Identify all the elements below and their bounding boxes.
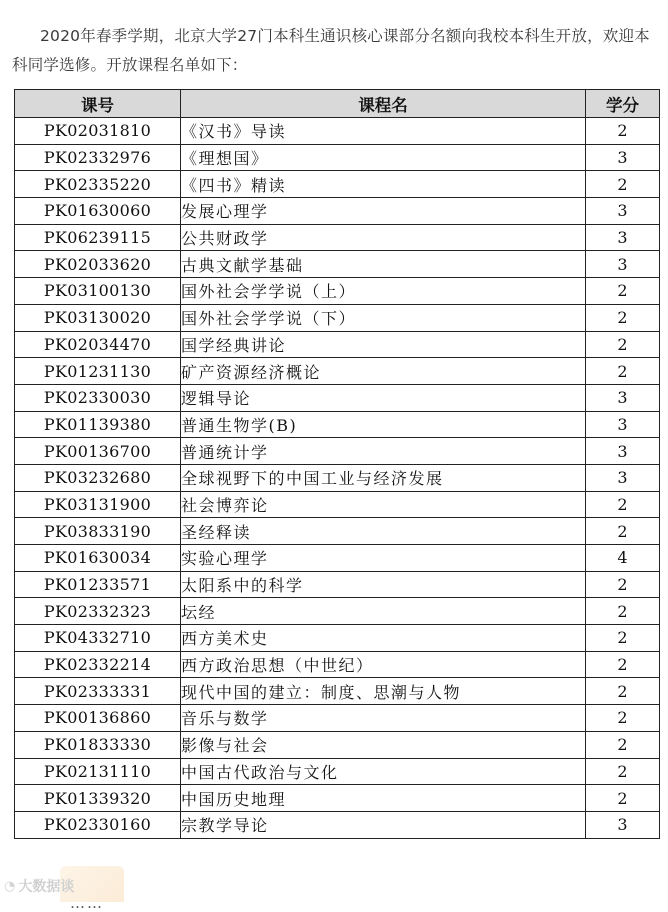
app-logo-icon: ◔ xyxy=(4,878,16,894)
header-course-name: 课程名 xyxy=(181,90,586,118)
course-code-cell: PK02131110 xyxy=(15,758,181,785)
table-row xyxy=(15,171,660,198)
table-header xyxy=(15,90,660,118)
watermark xyxy=(4,876,74,896)
credit-cell: 3 xyxy=(586,438,660,465)
course-name-cell: 国学经典讲论 xyxy=(181,331,586,358)
credit-cell: 3 xyxy=(586,251,660,278)
table-row xyxy=(15,438,660,465)
course-code-cell: PK02031810 xyxy=(15,118,181,145)
course-name-cell: 现代中国的建立：制度、思潮与人物 xyxy=(181,678,586,705)
course-name-cell: 影像与社会 xyxy=(181,731,586,758)
course-table xyxy=(14,89,660,839)
intro-paragraph: 2020年春季学期，北京大学27门本科生通识核心课部分名额向我校本科生开放，欢迎本科同学选修。开放课程名单如下： xyxy=(12,26,650,74)
table-row xyxy=(15,705,660,732)
credit-cell: 2 xyxy=(586,651,660,678)
credit-cell: 2 xyxy=(586,785,660,812)
table-row xyxy=(15,411,660,438)
course-name-cell: 《四书》精读 xyxy=(181,171,586,198)
credit-cell: 2 xyxy=(586,304,660,331)
course-code-cell: PK03130020 xyxy=(15,304,181,331)
course-code-cell: PK03131900 xyxy=(15,491,181,518)
header-credits: 学分 xyxy=(586,90,660,118)
course-name-cell: 音乐与数学 xyxy=(181,705,586,732)
course-code-cell: PK01339320 xyxy=(15,785,181,812)
table-row xyxy=(15,678,660,705)
course-code-cell: PK01139380 xyxy=(15,411,181,438)
course-name-cell: 《理想国》 xyxy=(181,144,586,171)
course-code-cell: PK02333331 xyxy=(15,678,181,705)
credit-cell: 3 xyxy=(586,384,660,411)
credit-cell: 2 xyxy=(586,358,660,385)
table-body xyxy=(15,118,660,839)
course-code-cell: PK02034470 xyxy=(15,331,181,358)
credit-cell: 3 xyxy=(586,411,660,438)
credit-cell: 3 xyxy=(586,464,660,491)
course-name-cell: 全球视野下的中国工业与经济发展 xyxy=(181,464,586,491)
credit-cell: 2 xyxy=(586,491,660,518)
course-code-cell: PK02033620 xyxy=(15,251,181,278)
course-name-cell: 国外社会学学说（上） xyxy=(181,278,586,305)
course-code-cell: PK02335220 xyxy=(15,171,181,198)
table-row xyxy=(15,518,660,545)
header-row xyxy=(15,90,660,118)
credit-cell: 2 xyxy=(586,571,660,598)
credit-cell: 3 xyxy=(586,198,660,225)
course-name-cell: 实验心理学 xyxy=(181,545,586,572)
credit-cell: 3 xyxy=(586,224,660,251)
table-row xyxy=(15,731,660,758)
table-row xyxy=(15,304,660,331)
table-row xyxy=(15,144,660,171)
course-code-cell: PK00136700 xyxy=(15,438,181,465)
course-code-cell: PK01233571 xyxy=(15,571,181,598)
credit-cell: 2 xyxy=(586,758,660,785)
course-name-cell: 宗教学导论 xyxy=(181,811,586,838)
course-code-cell: PK04332710 xyxy=(15,625,181,652)
course-name-cell: 西方美术史 xyxy=(181,625,586,652)
course-name-cell: 中国古代政治与文化 xyxy=(181,758,586,785)
credit-cell: 2 xyxy=(586,331,660,358)
course-code-cell: PK02330030 xyxy=(15,384,181,411)
course-code-cell: PK02330160 xyxy=(15,811,181,838)
credit-cell: 4 xyxy=(586,545,660,572)
course-name-cell: 古典文献学基础 xyxy=(181,251,586,278)
course-name-cell: 太阳系中的科学 xyxy=(181,571,586,598)
course-name-cell: 圣经释读 xyxy=(181,518,586,545)
table-row xyxy=(15,118,660,145)
table-row xyxy=(15,331,660,358)
course-code-cell: PK01833330 xyxy=(15,731,181,758)
credit-cell: 3 xyxy=(586,144,660,171)
course-code-cell: PK01630060 xyxy=(15,198,181,225)
course-name-cell: 《汉书》导读 xyxy=(181,118,586,145)
table-row xyxy=(15,758,660,785)
credit-cell: 2 xyxy=(586,705,660,732)
course-name-cell: 社会博弈论 xyxy=(181,491,586,518)
table-row xyxy=(15,811,660,838)
course-code-cell: PK03100130 xyxy=(15,278,181,305)
credit-cell: 2 xyxy=(586,625,660,652)
credit-cell: 2 xyxy=(586,598,660,625)
table-row xyxy=(15,278,660,305)
header-course-code: 课号 xyxy=(15,90,181,118)
course-name-cell: 逻辑导论 xyxy=(181,384,586,411)
course-code-cell: PK06239115 xyxy=(15,224,181,251)
credit-cell: 2 xyxy=(586,171,660,198)
course-code-cell: PK03833190 xyxy=(15,518,181,545)
credit-cell: 2 xyxy=(586,678,660,705)
course-name-cell: 西方政治思想（中世纪） xyxy=(181,651,586,678)
credit-cell: 2 xyxy=(586,278,660,305)
course-name-cell: 普通统计学 xyxy=(181,438,586,465)
watermark-text: 大数据谈 xyxy=(18,879,75,895)
course-name-cell: 国外社会学学说（下） xyxy=(181,304,586,331)
credit-cell: 2 xyxy=(586,518,660,545)
table-row xyxy=(15,571,660,598)
table-row xyxy=(15,491,660,518)
table-row xyxy=(15,198,660,225)
course-code-cell: PK00136860 xyxy=(15,705,181,732)
table-row xyxy=(15,625,660,652)
course-code-cell: PK02332323 xyxy=(15,598,181,625)
credit-cell: 3 xyxy=(586,811,660,838)
table-row xyxy=(15,251,660,278)
credit-cell: 2 xyxy=(586,731,660,758)
course-name-cell: 普通生物学(B) xyxy=(181,411,586,438)
course-code-cell: PK02332214 xyxy=(15,651,181,678)
course-code-cell: PK03232680 xyxy=(15,464,181,491)
course-name-cell: 公共财政学 xyxy=(181,224,586,251)
course-code-cell: PK01231130 xyxy=(15,358,181,385)
table-row xyxy=(15,464,660,491)
table-row xyxy=(15,358,660,385)
table-row xyxy=(15,224,660,251)
table-row xyxy=(15,384,660,411)
course-name-cell: 坛经 xyxy=(181,598,586,625)
course-name-cell: 发展心理学 xyxy=(181,198,586,225)
table-row xyxy=(15,651,660,678)
table-row xyxy=(15,598,660,625)
truncated-text: …… xyxy=(70,894,104,912)
course-name-cell: 中国历史地理 xyxy=(181,785,586,812)
course-name-cell: 矿产资源经济概论 xyxy=(181,358,586,385)
course-code-cell: PK01630034 xyxy=(15,545,181,572)
table-row xyxy=(15,785,660,812)
table-row xyxy=(15,545,660,572)
credit-cell: 2 xyxy=(586,118,660,145)
course-code-cell: PK02332976 xyxy=(15,144,181,171)
